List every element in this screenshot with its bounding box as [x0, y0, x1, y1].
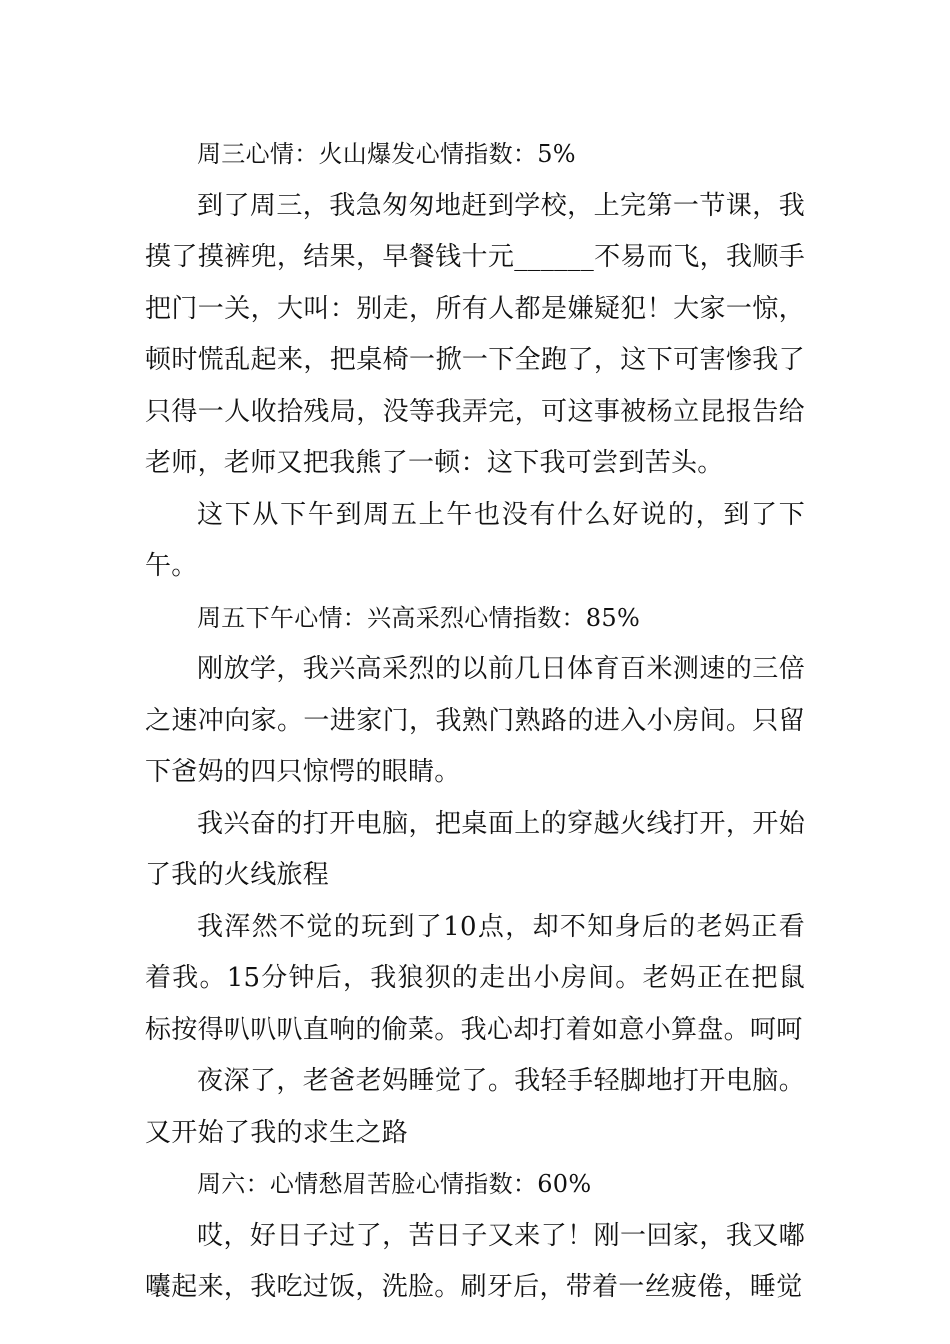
paragraph-wednesday-mood: 周三心情：火山爆发心情指数：5%	[197, 140, 576, 168]
paragraph-saturday-mood: 周六：心情愁眉苦脸心情指数：60%	[197, 1170, 592, 1198]
paragraph-wednesday-story: 到了周三，我急匆匆地赶到学校，上完第一节课，我摸了摸裤兜，结果，早餐钱十元______不易而飞，我顺手把门一关，大叫：别走，所有人都是嫌疑犯！大家一惊，顿时慌乱起来，把桌椅一掀一下全跑了，这下可害惨我了只得一人收拾残局，没等我弄完，可这事被杨立昆报告给老师，老师又把我熊了一顿：这下我可尝到苦头。	[145, 190, 805, 478]
paragraph-saturday-story: 哎，好日子过了，苦日子又来了！刚一回家，我又嘟囔起来，我吃过饭，洗脸。刷牙后，带着一丝疲倦，睡觉	[145, 1220, 805, 1302]
paragraph-friday-mood: 周五下午心情：兴高采烈心情指数：85%	[197, 603, 641, 632]
paragraph-computer-game: 我兴奋的打开电脑，把桌面上的穿越火线打开，开始了我的火线旅程	[145, 808, 805, 890]
paragraph-friday-story: 刚放学，我兴高采烈的以前几日体育百米测速的三倍之速冲向家。一进家门，我熟门熟路的进入小房间。只留下爸妈的四只惊愕的眼睛。	[145, 654, 805, 787]
paragraph-late-night: 夜深了，老爸老妈睡觉了。我轻手轻脚地打开电脑。又开始了我的求生之路	[145, 1066, 805, 1148]
paragraph-until-friday: 这下从下午到周五上午也没有什么好说的，到了下午。	[145, 499, 805, 581]
paragraph-ten-oclock: 我浑然不觉的玩到了10点，却不知身后的老妈正看着我。15分钟后，我狼狈的走出小房间。老妈正在把鼠标按得叭叭叭直响的偷菜。我心却打着如意小算盘。呵呵	[145, 911, 805, 1045]
